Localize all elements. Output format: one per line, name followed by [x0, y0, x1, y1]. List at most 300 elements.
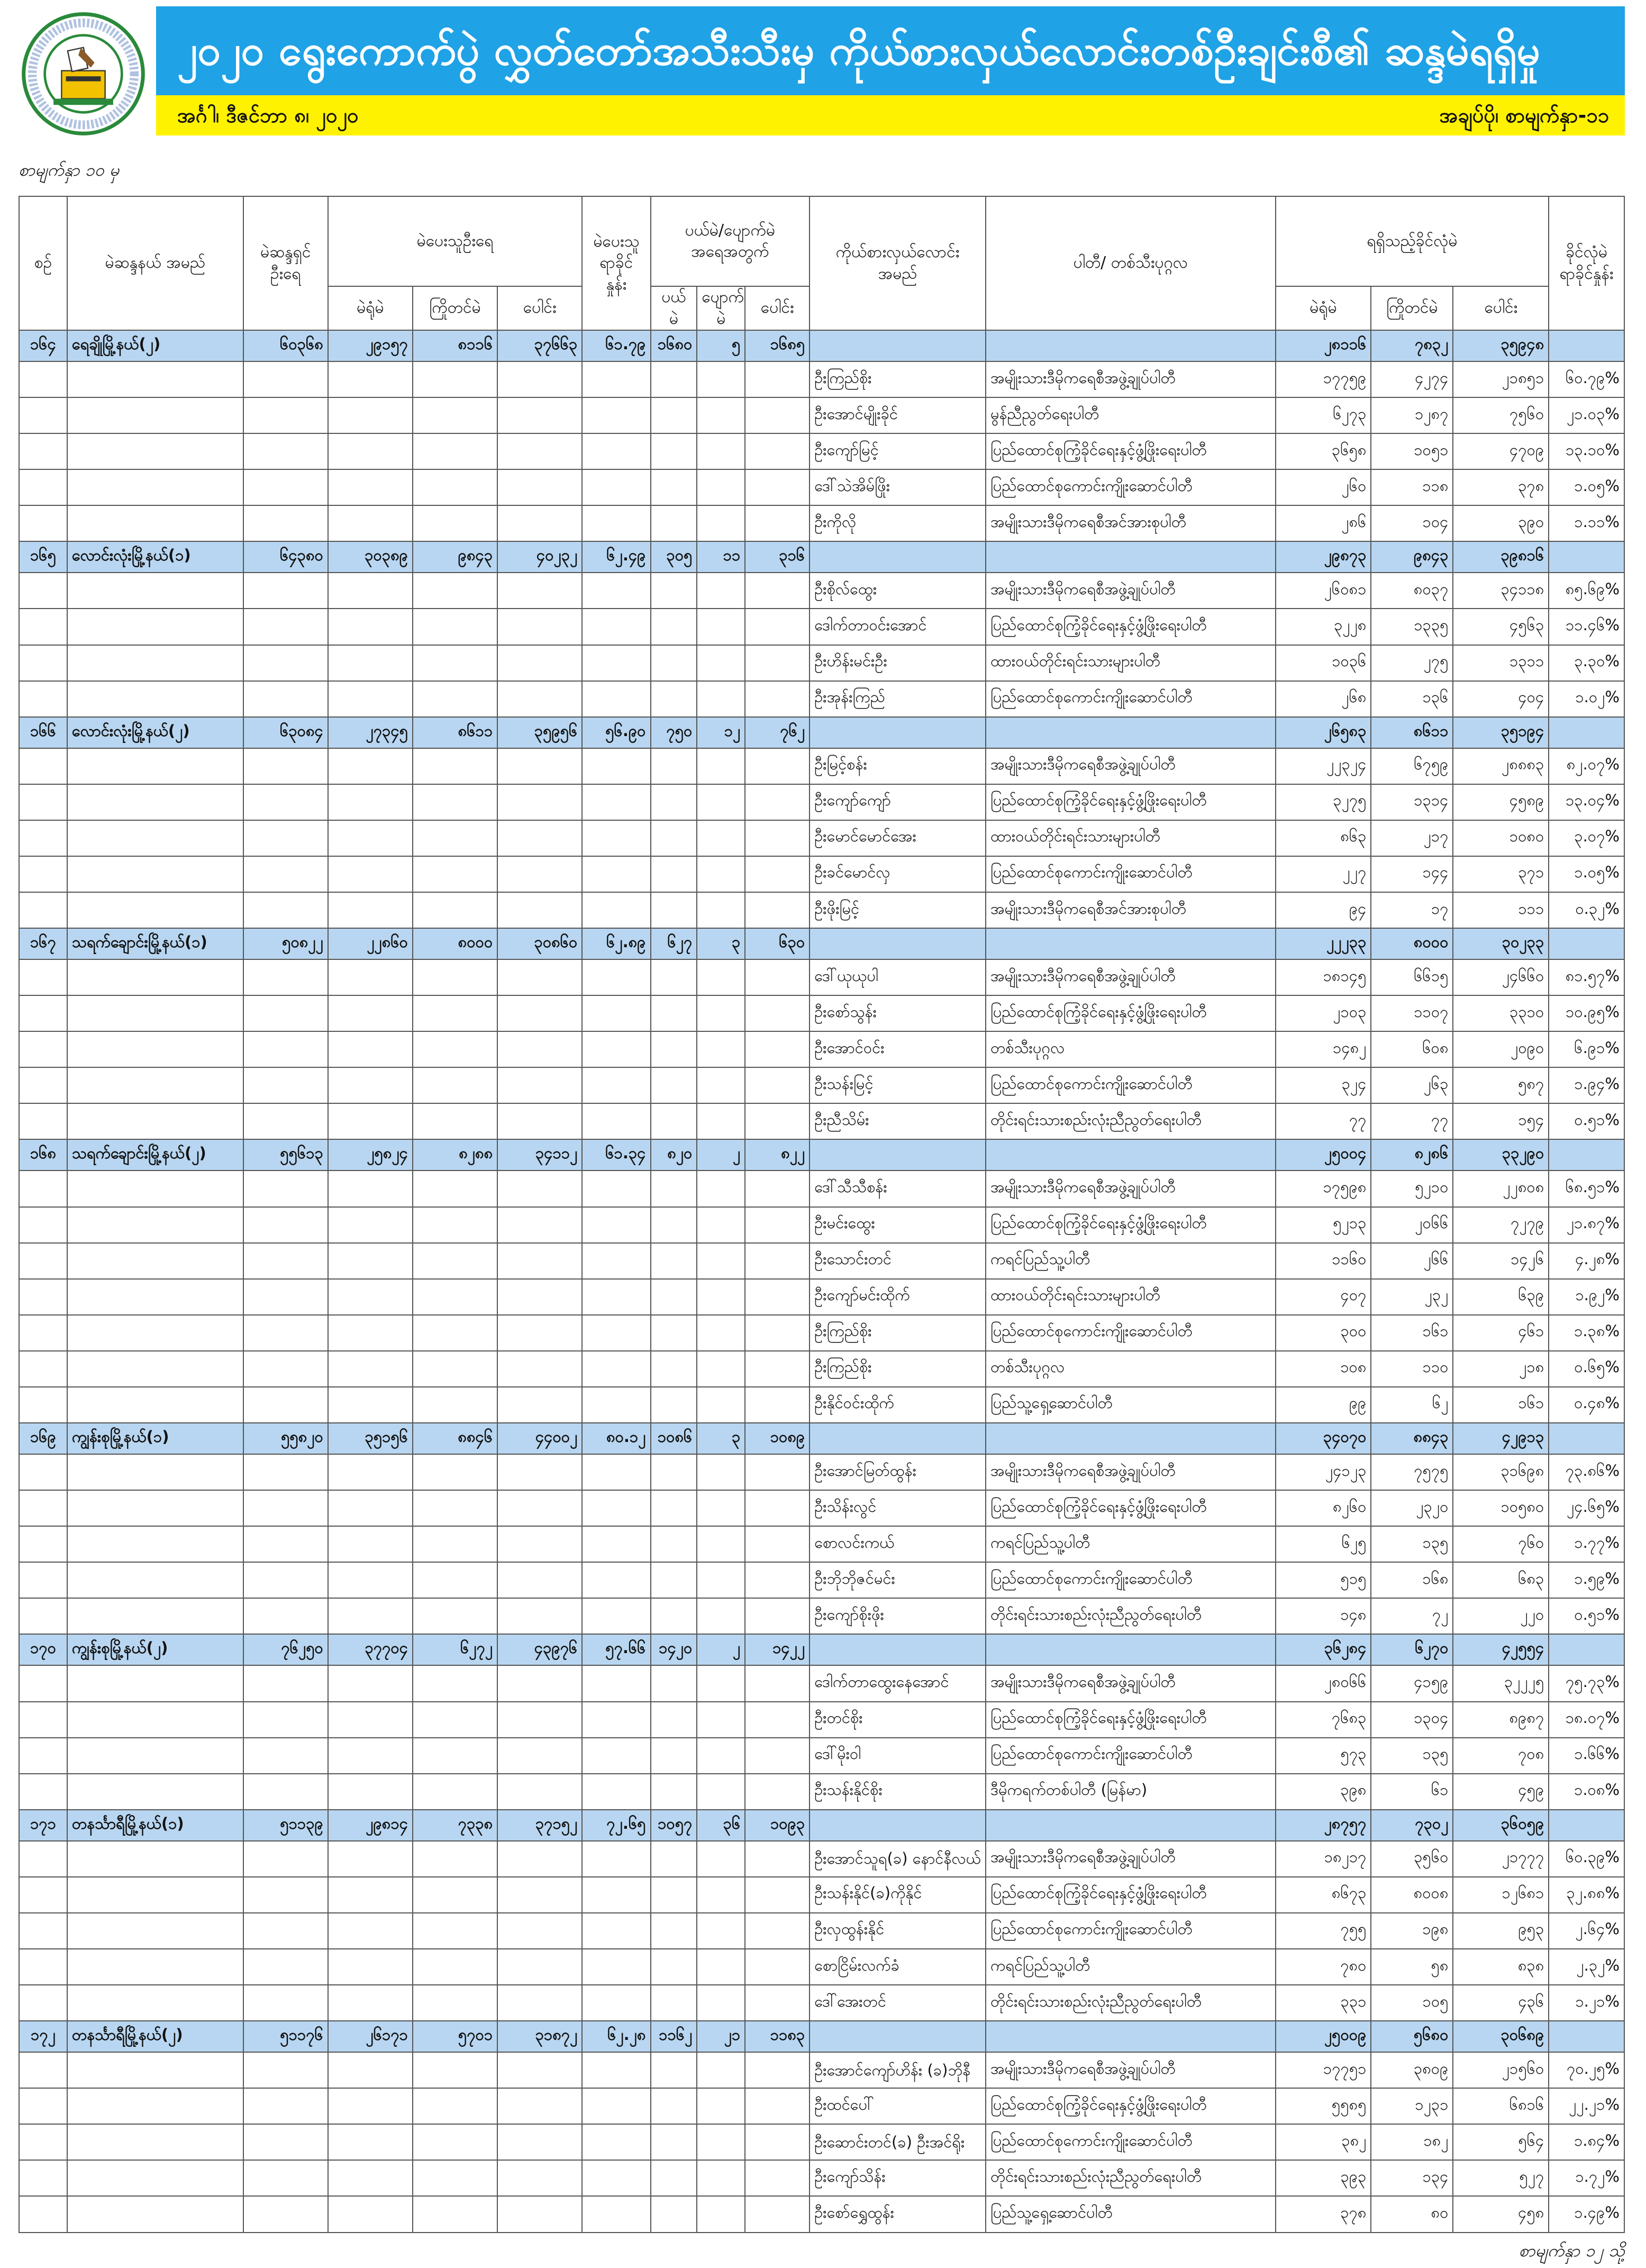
candidate-row	[19, 2052, 1624, 2088]
empty-cell	[582, 856, 650, 892]
empty-cell	[67, 1985, 243, 2021]
valid-total: ၄၂၉၁၃	[1453, 1423, 1549, 1454]
candidate-votes-inperson: ၅၁၅	[1276, 1562, 1371, 1598]
empty-cell	[328, 1279, 413, 1315]
empty-cell	[243, 573, 328, 609]
empty-cell	[413, 995, 497, 1031]
turnout-percent: ၆၂.၄၉	[582, 541, 650, 573]
empty-cell	[497, 645, 582, 681]
empty-cell	[582, 892, 650, 928]
candidate-row	[19, 1454, 1624, 1490]
empty-cell	[497, 856, 582, 892]
constituency-no: ၁၇၁	[19, 1810, 67, 1841]
empty-cell	[697, 995, 745, 1031]
constituency-row	[19, 1423, 1624, 1454]
valid-total: ၃၆၀၅၉	[1453, 1810, 1549, 1841]
voters-total: ၃၅၉၅၆	[497, 717, 582, 748]
candidate-votes-total: ၂၁၈	[1453, 1351, 1549, 1387]
voters-inperson: ၂၉၁၅၇	[328, 330, 413, 361]
candidate-votes-advance: ၁၈၂	[1371, 2124, 1453, 2160]
empty-cell	[67, 2088, 243, 2124]
candidate-votes-inperson: ၂၄၁၂၃	[1276, 1454, 1371, 1490]
party-blank	[986, 717, 1276, 748]
empty-cell	[19, 1985, 67, 2021]
empty-cell	[67, 1387, 243, 1423]
empty-cell	[413, 1315, 497, 1351]
empty-cell	[413, 1877, 497, 1913]
empty-cell	[67, 1103, 243, 1139]
empty-cell	[745, 959, 810, 995]
candidate-votes-advance: ၅၈	[1371, 1949, 1453, 1985]
empty-cell	[19, 856, 67, 892]
candidate-row	[19, 1774, 1624, 1810]
candidate-votes-total: ၈၉၈၇	[1453, 1702, 1549, 1738]
candidate-votes-total: ၄၇၀၉	[1453, 433, 1549, 469]
percent-blank	[1549, 928, 1624, 959]
party-name: အမျိုးသားဒီမိုကရေစီအဖွဲ့ချုပ်ပါတီ	[986, 2052, 1276, 2088]
empty-cell	[745, 2124, 810, 2160]
empty-cell	[243, 2052, 328, 2088]
candidate-votes-total: ၁၀၅၈၀	[1453, 1490, 1549, 1526]
party-name: ဒီမိုကရက်တစ်ပါတီ (မြန်မာ)	[986, 1774, 1276, 1810]
party-name: ပြည်သူ့ရှေ့ဆောင်ပါတီ	[986, 2196, 1276, 2233]
party-blank	[986, 1634, 1276, 1665]
party-name: ပြည်ထောင်စုကြံ့ခိုင်ရေးနှင့်ဖွံ့ဖြိုးရေးပါတီ	[986, 1877, 1276, 1913]
empty-cell	[497, 1738, 582, 1774]
empty-cell	[745, 1207, 810, 1243]
empty-cell	[19, 1841, 67, 1877]
empty-cell	[651, 1526, 697, 1562]
candidate-vote-percent: ၀.၅၁%	[1549, 1598, 1624, 1634]
eligible-voters: ၆၀၃၆၈	[243, 330, 328, 361]
empty-cell	[243, 1490, 328, 1526]
empty-cell	[413, 856, 497, 892]
candidate-row	[19, 1665, 1624, 1701]
empty-cell	[651, 2160, 697, 2196]
candidate-vote-percent: ၃၂.၈၈%	[1549, 1877, 1624, 1913]
empty-cell	[19, 1702, 67, 1738]
col-eligible: မဲဆန္ဒရှင် ဦးရေ	[243, 196, 328, 330]
empty-cell	[67, 1665, 243, 1701]
empty-cell	[243, 1454, 328, 1490]
empty-cell	[243, 856, 328, 892]
candidate-name: ဦးစိုလ်ထွေး	[810, 573, 986, 609]
col-votes-group: ရရှိသည့်ခိုင်လုံမဲ	[1276, 196, 1549, 286]
eligible-voters: ၅၅၆၁၃	[243, 1139, 328, 1171]
empty-cell	[67, 1877, 243, 1913]
candidate-name: ဦးကျော်စိုးဖိုး	[810, 1598, 986, 1634]
party-name: ပြည်ထောင်စုကောင်းကျိုးဆောင်ပါတီ	[986, 469, 1276, 505]
empty-cell	[67, 1913, 243, 1949]
empty-cell	[697, 1454, 745, 1490]
empty-cell	[243, 2160, 328, 2196]
candidate-votes-advance: ၂၆၃	[1371, 1067, 1453, 1103]
empty-cell	[19, 469, 67, 505]
valid-advance: ၉၈၄၃	[1371, 541, 1453, 573]
party-name: ပြည်ထောင်စုကောင်းကျိုးဆောင်ပါတီ	[986, 1738, 1276, 1774]
candidate-vote-percent: ၂.၃၂%	[1549, 1949, 1624, 1985]
party-name: တိုင်းရင်းသားစည်းလုံးညီညွတ်ရေးပါတီ	[986, 1103, 1276, 1139]
empty-cell	[582, 1841, 650, 1877]
candidate-votes-inperson: ၇၇	[1276, 1103, 1371, 1139]
candidate-vote-percent: ၄.၂၈%	[1549, 1243, 1624, 1279]
empty-cell	[697, 1315, 745, 1351]
voters-advance: ၈၆၁၁	[413, 717, 497, 748]
candidate-votes-inperson: ၁၇၇၅၁	[1276, 2052, 1371, 2088]
candidate-votes-total: ၄၀၄	[1453, 681, 1549, 717]
empty-cell	[19, 892, 67, 928]
empty-cell	[745, 2160, 810, 2196]
party-name: အမျိုးသားဒီမိုကရေစီအဖွဲ့ချုပ်ပါတီ	[986, 1841, 1276, 1877]
candidate-row	[19, 995, 1624, 1031]
constituency-no: ၁၆၈	[19, 1139, 67, 1171]
page-title: ၂၀၂၀ ရွေးကောက်ပွဲ လွှတ်တော်အသီးသီးမှ ကိုယ်စားလှယ်လောင်းတစ်ဦးချင်းစီ၏ ဆန္ဒမဲရရှိမှု	[177, 27, 1541, 75]
empty-cell	[582, 2088, 650, 2124]
empty-cell	[651, 820, 697, 856]
party-name: အမျိုးသားဒီမိုကရေစီအဖွဲ့ချုပ်ပါတီ	[986, 1171, 1276, 1206]
empty-cell	[413, 1598, 497, 1634]
valid-advance: ၈၀၀၀	[1371, 928, 1453, 959]
empty-cell	[413, 2196, 497, 2233]
invalid-votes: ၆၂၇	[651, 928, 697, 959]
candidate-vote-percent: ၁.၇၂%	[1549, 2160, 1624, 2196]
empty-cell	[745, 609, 810, 645]
candidate-votes-total: ၄၅၈	[1453, 2196, 1549, 2233]
candidate-votes-inperson: ၂၁၀၃	[1276, 995, 1371, 1031]
empty-cell	[651, 573, 697, 609]
empty-cell	[745, 361, 810, 397]
candidate-name: ဒေါက်တာထွေးနေအောင်	[810, 1665, 986, 1701]
candidate-vote-percent: ၁.၄၉%	[1549, 2196, 1624, 2233]
candidate-votes-advance: ၈၀	[1371, 2196, 1453, 2233]
empty-cell	[697, 1171, 745, 1206]
empty-cell	[651, 609, 697, 645]
empty-cell	[697, 505, 745, 541]
candidate-name: ဦးသောင်းတင်	[810, 1243, 986, 1279]
candidate-votes-advance: ၁၀၅	[1371, 1985, 1453, 2021]
empty-cell	[651, 681, 697, 717]
col-lost: ပျောက် မဲ	[697, 286, 745, 330]
empty-cell	[582, 505, 650, 541]
candidate-votes-inperson: ၁၀၃၆	[1276, 645, 1371, 681]
valid-inperson: ၂၉၈၇၃	[1276, 541, 1371, 573]
empty-cell	[582, 645, 650, 681]
candidate-vote-percent: ၈၂.၀၇%	[1549, 748, 1624, 784]
empty-cell	[697, 2196, 745, 2233]
candidate-row	[19, 1207, 1624, 1243]
empty-cell	[745, 1031, 810, 1067]
lost-votes: ၃	[697, 1423, 745, 1454]
empty-cell	[745, 1351, 810, 1387]
constituency-row	[19, 1634, 1624, 1665]
empty-cell	[413, 1526, 497, 1562]
valid-total: ၃၃၂၉၀	[1453, 1139, 1549, 1171]
candidate-votes-advance: ၆၀၈	[1371, 1031, 1453, 1067]
empty-cell	[697, 1351, 745, 1387]
empty-cell	[582, 1949, 650, 1985]
empty-cell	[413, 681, 497, 717]
percent-blank	[1549, 541, 1624, 573]
empty-cell	[413, 609, 497, 645]
empty-cell	[697, 1877, 745, 1913]
candidate-blank	[810, 928, 986, 959]
candidate-row	[19, 1171, 1624, 1206]
candidate-name: ဦးအောင်မြတ်ထွန်း	[810, 1454, 986, 1490]
candidate-row	[19, 1877, 1624, 1913]
party-name: အမျိုးသားဒီမိုကရေစီအဖွဲ့ချုပ်ပါတီ	[986, 573, 1276, 609]
empty-cell	[19, 681, 67, 717]
candidate-vote-percent: ၁.၉၄%	[1549, 1067, 1624, 1103]
empty-cell	[243, 681, 328, 717]
empty-cell	[651, 1207, 697, 1243]
empty-cell	[67, 1454, 243, 1490]
empty-cell	[651, 1774, 697, 1810]
candidate-row	[19, 1526, 1624, 1562]
empty-cell	[745, 1171, 810, 1206]
valid-total: ၃၅၉၄၈	[1453, 330, 1549, 361]
constituency-row	[19, 1810, 1624, 1841]
candidate-votes-total: ၁၂၆၈၁	[1453, 1877, 1549, 1913]
empty-cell	[328, 1985, 413, 2021]
candidate-vote-percent: ၂.၆၄%	[1549, 1913, 1624, 1949]
party-name: ပြည်ထောင်စုကြံ့ခိုင်ရေးနှင့်ဖွံ့ဖြိုးရေးပါတီ	[986, 609, 1276, 645]
candidate-votes-advance: ၆၂	[1371, 1387, 1453, 1423]
empty-cell	[497, 1841, 582, 1877]
empty-cell	[582, 361, 650, 397]
empty-cell	[651, 1985, 697, 2021]
candidate-row	[19, 959, 1624, 995]
empty-cell	[328, 1171, 413, 1206]
empty-cell	[497, 995, 582, 1031]
empty-cell	[582, 573, 650, 609]
empty-cell	[67, 784, 243, 820]
empty-cell	[413, 784, 497, 820]
candidate-votes-advance: ၇၅၇၅	[1371, 1454, 1453, 1490]
candidate-votes-advance: ၆၁	[1371, 1774, 1453, 1810]
empty-cell	[651, 469, 697, 505]
candidate-vote-percent: ၇၅.၇၃%	[1549, 1665, 1624, 1701]
empty-cell	[243, 1774, 328, 1810]
empty-cell	[745, 784, 810, 820]
empty-cell	[413, 469, 497, 505]
empty-cell	[413, 1103, 497, 1139]
candidate-votes-inperson: ၅၂၁၃	[1276, 1207, 1371, 1243]
turnout-percent: ၅၇.၆၆	[582, 1634, 650, 1665]
empty-cell	[745, 397, 810, 433]
empty-cell	[67, 1598, 243, 1634]
candidate-row	[19, 681, 1624, 717]
empty-cell	[697, 645, 745, 681]
empty-cell	[67, 959, 243, 995]
empty-cell	[328, 784, 413, 820]
empty-cell	[67, 748, 243, 784]
candidate-votes-total: ၆၈၃	[1453, 1562, 1549, 1598]
empty-cell	[328, 1315, 413, 1351]
empty-cell	[497, 1702, 582, 1738]
voters-advance: ၈၁၁၆	[413, 330, 497, 361]
empty-cell	[651, 1387, 697, 1423]
empty-cell	[697, 2052, 745, 2088]
empty-cell	[328, 1526, 413, 1562]
empty-cell	[745, 1949, 810, 1985]
empty-cell	[243, 820, 328, 856]
candidate-votes-total: ၂၁၇၇၇	[1453, 1841, 1549, 1877]
candidate-name: ဦးမောင်မောင်အေး	[810, 820, 986, 856]
candidate-name: ဦးကြည်စိုး	[810, 361, 986, 397]
empty-cell	[328, 748, 413, 784]
voters-inperson: ၂၅၈၂၄	[328, 1139, 413, 1171]
candidate-votes-advance: ၁၇	[1371, 892, 1453, 928]
candidate-vote-percent: ၂၄.၆၅%	[1549, 1490, 1624, 1526]
candidate-votes-advance: ၁၃၄	[1371, 2160, 1453, 2196]
empty-cell	[651, 1103, 697, 1139]
candidate-row	[19, 1351, 1624, 1387]
candidate-name: ဦးတင်စိုး	[810, 1702, 986, 1738]
candidate-row	[19, 505, 1624, 541]
voters-advance: ၈၂၈၈	[413, 1139, 497, 1171]
candidate-votes-advance: ၁၃၆	[1371, 681, 1453, 717]
empty-cell	[497, 1877, 582, 1913]
candidate-votes-total: ၂၈၈၈၃	[1453, 748, 1549, 784]
empty-cell	[745, 1526, 810, 1562]
invalid-total: ၆၃၀	[745, 928, 810, 959]
empty-cell	[413, 2160, 497, 2196]
candidate-votes-advance: ၂၆၆	[1371, 1243, 1453, 1279]
candidate-votes-advance: ၆၆၁၅	[1371, 959, 1453, 995]
empty-cell	[497, 609, 582, 645]
candidate-name: ဦးအောင်ကျော်ဟိန်း (ခ)ဘိုနီ	[810, 2052, 986, 2088]
candidate-votes-total: ၁၃၁၁	[1453, 645, 1549, 681]
candidate-votes-total: ၄၆၁	[1453, 1315, 1549, 1351]
empty-cell	[497, 2124, 582, 2160]
empty-cell	[582, 1490, 650, 1526]
empty-cell	[243, 1665, 328, 1701]
empty-cell	[328, 1103, 413, 1139]
candidate-blank	[810, 717, 986, 748]
empty-cell	[67, 645, 243, 681]
empty-cell	[328, 856, 413, 892]
percent-blank	[1549, 1634, 1624, 1665]
empty-cell	[19, 505, 67, 541]
invalid-total: ၁၄၂၂	[745, 1634, 810, 1665]
candidate-row	[19, 1598, 1624, 1634]
invalid-votes: ၇၅၀	[651, 717, 697, 748]
candidate-votes-advance: ၁၃၅	[1371, 1526, 1453, 1562]
empty-cell	[413, 361, 497, 397]
constituency-row	[19, 2021, 1624, 2052]
empty-cell	[497, 2088, 582, 2124]
col-invalid-total: ပေါင်း	[745, 286, 810, 330]
candidate-name: ဦးဘိုဘိုဇင်မင်း	[810, 1562, 986, 1598]
candidate-votes-total: ၆၈၁၆	[1453, 2088, 1549, 2124]
party-name: ပြည်ထောင်စုကောင်းကျိုးဆောင်ပါတီ	[986, 1067, 1276, 1103]
candidate-votes-total: ၃၄၁၁၈	[1453, 573, 1549, 609]
empty-cell	[243, 892, 328, 928]
empty-cell	[582, 397, 650, 433]
candidate-votes-inperson: ၂၂၇	[1276, 856, 1371, 892]
empty-cell	[497, 1351, 582, 1387]
empty-cell	[19, 645, 67, 681]
valid-advance: ၇၈၃၂	[1371, 330, 1453, 361]
empty-cell	[243, 505, 328, 541]
empty-cell	[497, 1774, 582, 1810]
empty-cell	[745, 2052, 810, 2088]
eligible-voters: ၅၅၈၂၀	[243, 1423, 328, 1454]
empty-cell	[582, 2052, 650, 2088]
candidate-vote-percent: ၁.၀၂%	[1549, 681, 1624, 717]
candidate-votes-advance: ၂၇၅	[1371, 645, 1453, 681]
valid-advance: ၈၆၁၁	[1371, 717, 1453, 748]
candidate-vote-percent: ၁.၆၆%	[1549, 1738, 1624, 1774]
empty-cell	[243, 1103, 328, 1139]
candidate-vote-percent: ၂၁.၀၃%	[1549, 397, 1624, 433]
empty-cell	[651, 1738, 697, 1774]
empty-cell	[745, 820, 810, 856]
empty-cell	[19, 1207, 67, 1243]
empty-cell	[697, 2160, 745, 2196]
valid-inperson: ၃၆၂၈၄	[1276, 1634, 1371, 1665]
candidate-vote-percent: ၀.၄၈%	[1549, 1387, 1624, 1423]
empty-cell	[67, 681, 243, 717]
empty-cell	[697, 681, 745, 717]
candidate-name: ဒေါ်အေးတင်	[810, 1985, 986, 2021]
candidate-votes-advance: ၁၁၀	[1371, 1351, 1453, 1387]
voters-inperson: ၃၀၃၈၉	[328, 541, 413, 573]
empty-cell	[19, 2052, 67, 2088]
empty-cell	[243, 2088, 328, 2124]
empty-cell	[582, 2124, 650, 2160]
empty-cell	[413, 892, 497, 928]
empty-cell	[697, 820, 745, 856]
empty-cell	[243, 1738, 328, 1774]
valid-total: ၃၀၆၈၉	[1453, 2021, 1549, 2052]
empty-cell	[697, 1841, 745, 1877]
empty-cell	[67, 1562, 243, 1598]
empty-cell	[745, 505, 810, 541]
page-header	[21, 6, 1625, 136]
candidate-name: ဦးခင်မောင်လှ	[810, 856, 986, 892]
empty-cell	[243, 784, 328, 820]
empty-cell	[328, 1738, 413, 1774]
empty-cell	[19, 1171, 67, 1206]
empty-cell	[651, 1665, 697, 1701]
candidate-vote-percent: ၀.၃၂%	[1549, 892, 1624, 928]
empty-cell	[243, 1949, 328, 1985]
candidate-vote-percent: ၁၃.၀၄%	[1549, 784, 1624, 820]
continued-from-note: စာမျက်နှာ ၁၀ မှ	[19, 160, 120, 180]
empty-cell	[413, 1490, 497, 1526]
empty-cell	[582, 820, 650, 856]
candidate-votes-inperson: ၆၂၅	[1276, 1526, 1371, 1562]
candidate-name: ဦးညီသိမ်း	[810, 1103, 986, 1139]
empty-cell	[19, 1665, 67, 1701]
invalid-votes: ၁၆၈၀	[651, 330, 697, 361]
candidate-votes-inperson: ၁၇၅၉၈	[1276, 1171, 1371, 1206]
candidate-name: ဒေါ်သီသီစန်း	[810, 1171, 986, 1206]
col-voters-inperson: မဲရုံမဲ	[328, 286, 413, 330]
candidate-votes-inperson: ၃၇၈	[1276, 2196, 1371, 2233]
candidate-row	[19, 1315, 1624, 1351]
empty-cell	[328, 820, 413, 856]
empty-cell	[328, 1949, 413, 1985]
empty-cell	[582, 2196, 650, 2233]
empty-cell	[697, 1949, 745, 1985]
party-name: ပြည်ထောင်စုကောင်းကျိုးဆောင်ပါတီ	[986, 856, 1276, 892]
empty-cell	[328, 2124, 413, 2160]
empty-cell	[19, 1949, 67, 1985]
candidate-vote-percent: ၁.၀၈%	[1549, 1774, 1624, 1810]
empty-cell	[413, 1454, 497, 1490]
